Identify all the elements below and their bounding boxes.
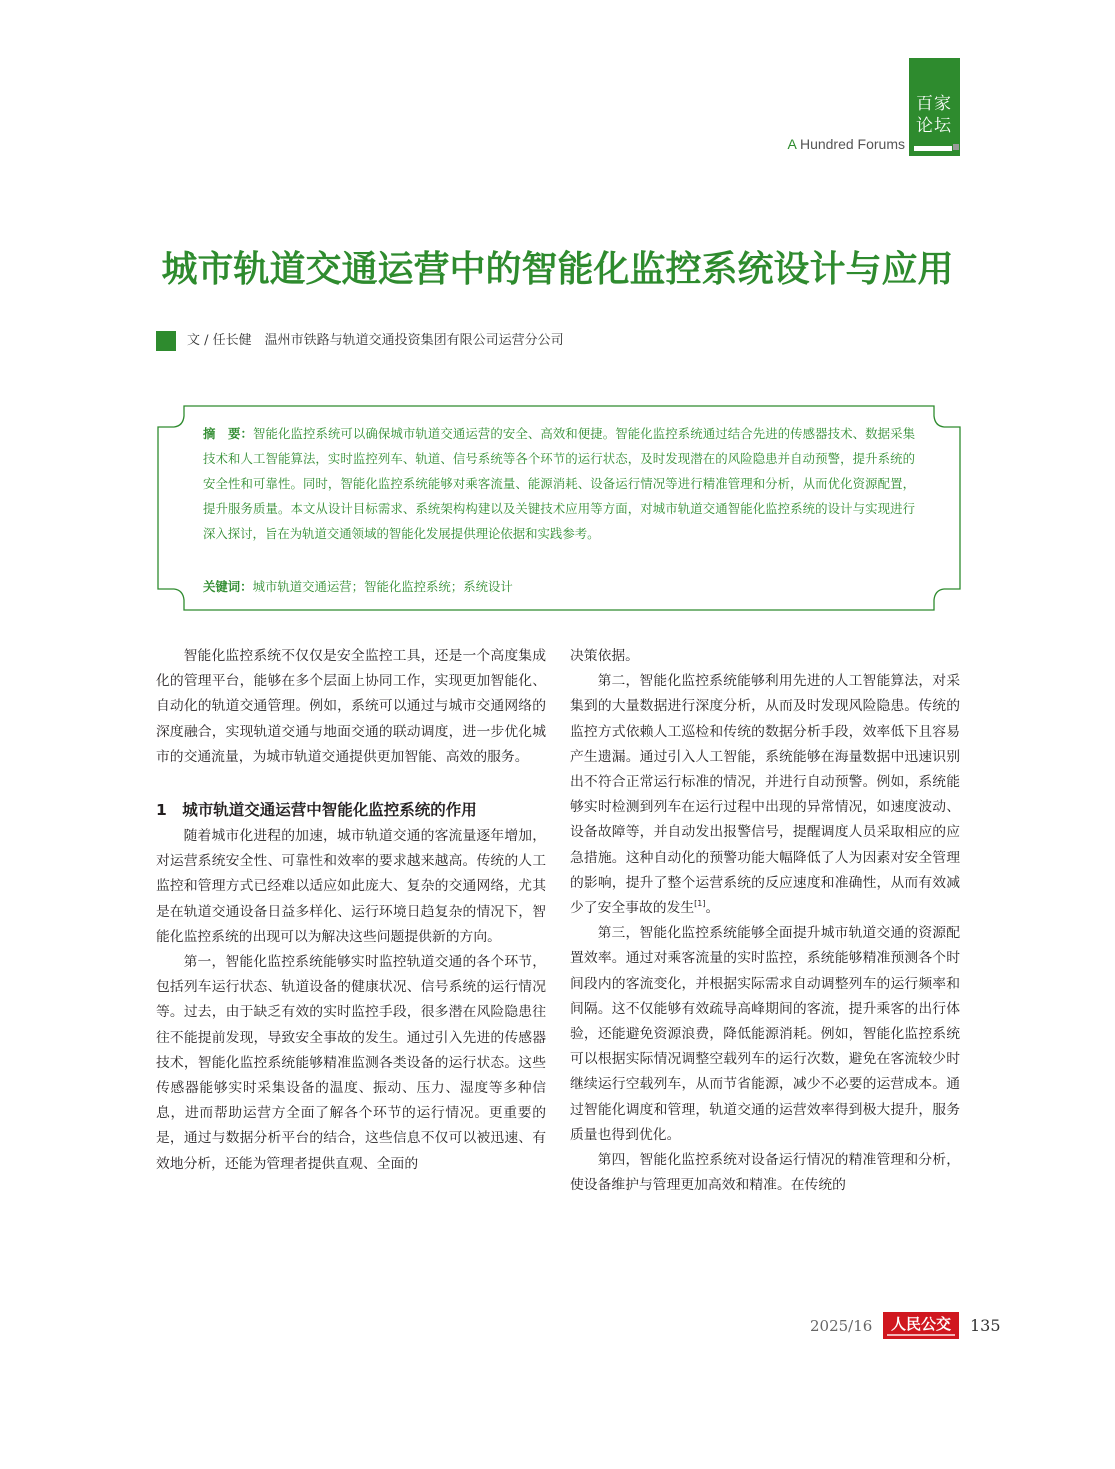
- paragraph-3-text: 第二，智能化监控系统能够利用先进的人工智能算法，对采集到的大量数据进行深度分析，从而及时发现风险隐患。传统的监控方式依赖人工巡检和传统的数据分析手段，效率低下且容易产生遗漏。通过引入人工智能，系统能够在海量数据中迅速识别出不符合正常运行标准的情况，并进行自动预警。例如，系统能够实时检测到列车在运行过程中出现的异常情况，如速度波动、设备故障等，并自动发出报警信号，提醒调度人员采取相应的应急措施。这种自动化的预警功能大幅降低了人为因素对安全管理的影响，提升了整个运营系统的反应速度和准确性，从而有效减少了安全事故的发生: [570, 673, 960, 917]
- column-name-line2: 论坛: [916, 116, 952, 136]
- magazine-logo: [883, 1312, 959, 1339]
- paragraph-5: 第四，智能化监控系统对设备运行情况的精准管理和分析，使设备维护与管理更加高效和精准。在传统的: [570, 1152, 960, 1194]
- abstract-label: 摘 要：: [203, 426, 253, 441]
- badge-square: [953, 144, 959, 150]
- abstract: [203, 421, 915, 546]
- article-title: 城市轨道交通运营中的智能化监控系统设计与应用: [161, 248, 954, 290]
- abstract-text: 智能化监控系统可以确保城市轨道交通运营的安全、高效和便捷。智能化监控系统通过结合先进的传感器技术、数据采集技术和人工智能算法，实时监控列车、轨道、信号系统等各个环节的运行状态，及时发现潜在的风险隐患并自动预警，提升系统的安全性和可靠性。同时，智能化监控系统能够对乘客流量、能源消耗、设备运行情况等进行精准管理和分析，从而优化资源配置，提升服务质量。本文从设计目标需求、系统架构构建以及关键技术应用等方面，对城市轨道交通智能化监控系统的设计与实现进行深入探讨，旨在为轨道交通领域的智能化发展提供理论依据和实践参考。: [203, 426, 916, 541]
- issue-number: 2025/16: [810, 1317, 873, 1335]
- column-name-line1: 百家: [916, 94, 952, 114]
- page-number: 135: [970, 1316, 1001, 1335]
- keywords: [203, 574, 915, 599]
- keywords-text: 城市轨道交通运营；智能化监控系统；系统设计: [252, 579, 513, 594]
- intro-paragraph: 智能化监控系统不仅仅是安全监控工具，还是一个高度集成化的管理平台，能够在多个层面上协同工作，实现更加智能化、自动化的轨道交通管理。例如，系统可以通过与城市交通网络的深度融合，实现轨道交通与地面交通的联动调度，进一步优化城市的交通流量，为城市轨道交通提供更加智能、高效的服务。: [156, 648, 546, 765]
- body-column-left: [156, 644, 546, 1177]
- reference-1[interactable]: [1]: [694, 899, 706, 909]
- column-name-english-rest: Hundred Forums: [796, 136, 905, 152]
- paragraph-3-end: 。: [705, 900, 720, 917]
- keywords-label: 关键词：: [203, 579, 253, 594]
- author-line: 文 / 任长健 温州市铁路与轨道交通投资集团有限公司运营分公司: [187, 333, 564, 348]
- author-marker: [156, 331, 176, 351]
- paragraph-4: 第三，智能化监控系统能够全面提升城市轨道交通的资源配置效率。通过对乘客流量的实时监控，系统能够精准预测各个时间段内的客流变化，并根据实际需求自动调整列车的运行频率和间隔。这不仅能够有效疏导高峰期间的客流，提升乘客的出行体验，还能避免资源浪费，降低能源消耗。例如，智能化监控系统可以根据实际情况调整空载列车的运行次数，避免在客流较少时继续运行空载列车，从而节省能源，减少不必要的运营成本。通过智能化调度和管理，轨道交通的运营效率得到极大提升，服务质量也得到优化。: [570, 925, 960, 1143]
- paragraph-2: 第一，智能化监控系统能够实时监控轨道交通的各个环节，包括列车运行状态、轨道设备的健康状况、信号系统的运行情况等。过去，由于缺乏有效的实时监控手段，很多潜在风险隐患往往不能提前发现，导致安全事故的发生。通过引入先进的传感器技术，智能化监控系统能够精准监测各类设备的运行状态。这些传感器能够实时采集设备的温度、振动、压力、湿度等多种信息，进而帮助运营方全面了解各个环节的运行情况。更重要的是，通过与数据分析平台的结合，这些信息不仅可以被迅速、有效地分析，还能为管理者提供直观、全面的: [156, 954, 546, 1172]
- paragraph-3: [570, 669, 960, 921]
- paragraph-1: 随着城市化进程的加速，城市轨道交通的客流量逐年增加，对运营系统安全性、可靠性和效率的要求越来越高。传统的人工监控和管理方式已经难以适应如此庞大、复杂的交通网络，尤其是在轨道交通设备日益多样化、运行环境日趋复杂的情况下，智能化监控系统的出现可以为解决这些问题提供新的方向。: [156, 828, 546, 945]
- section-1-heading: 1 城市轨道交通运营中智能化监控系统的作用: [156, 801, 477, 820]
- badge-bar: [914, 146, 952, 151]
- paragraph-2-continued: 决策依据。: [570, 648, 639, 664]
- column-name-english-a: A: [787, 136, 797, 152]
- column-name-english: [787, 135, 905, 153]
- column-badge: [909, 58, 960, 156]
- logo-underline: [887, 1334, 955, 1336]
- magazine-logo-text: 人民公交: [890, 1315, 951, 1333]
- body-column-right: [570, 644, 960, 1198]
